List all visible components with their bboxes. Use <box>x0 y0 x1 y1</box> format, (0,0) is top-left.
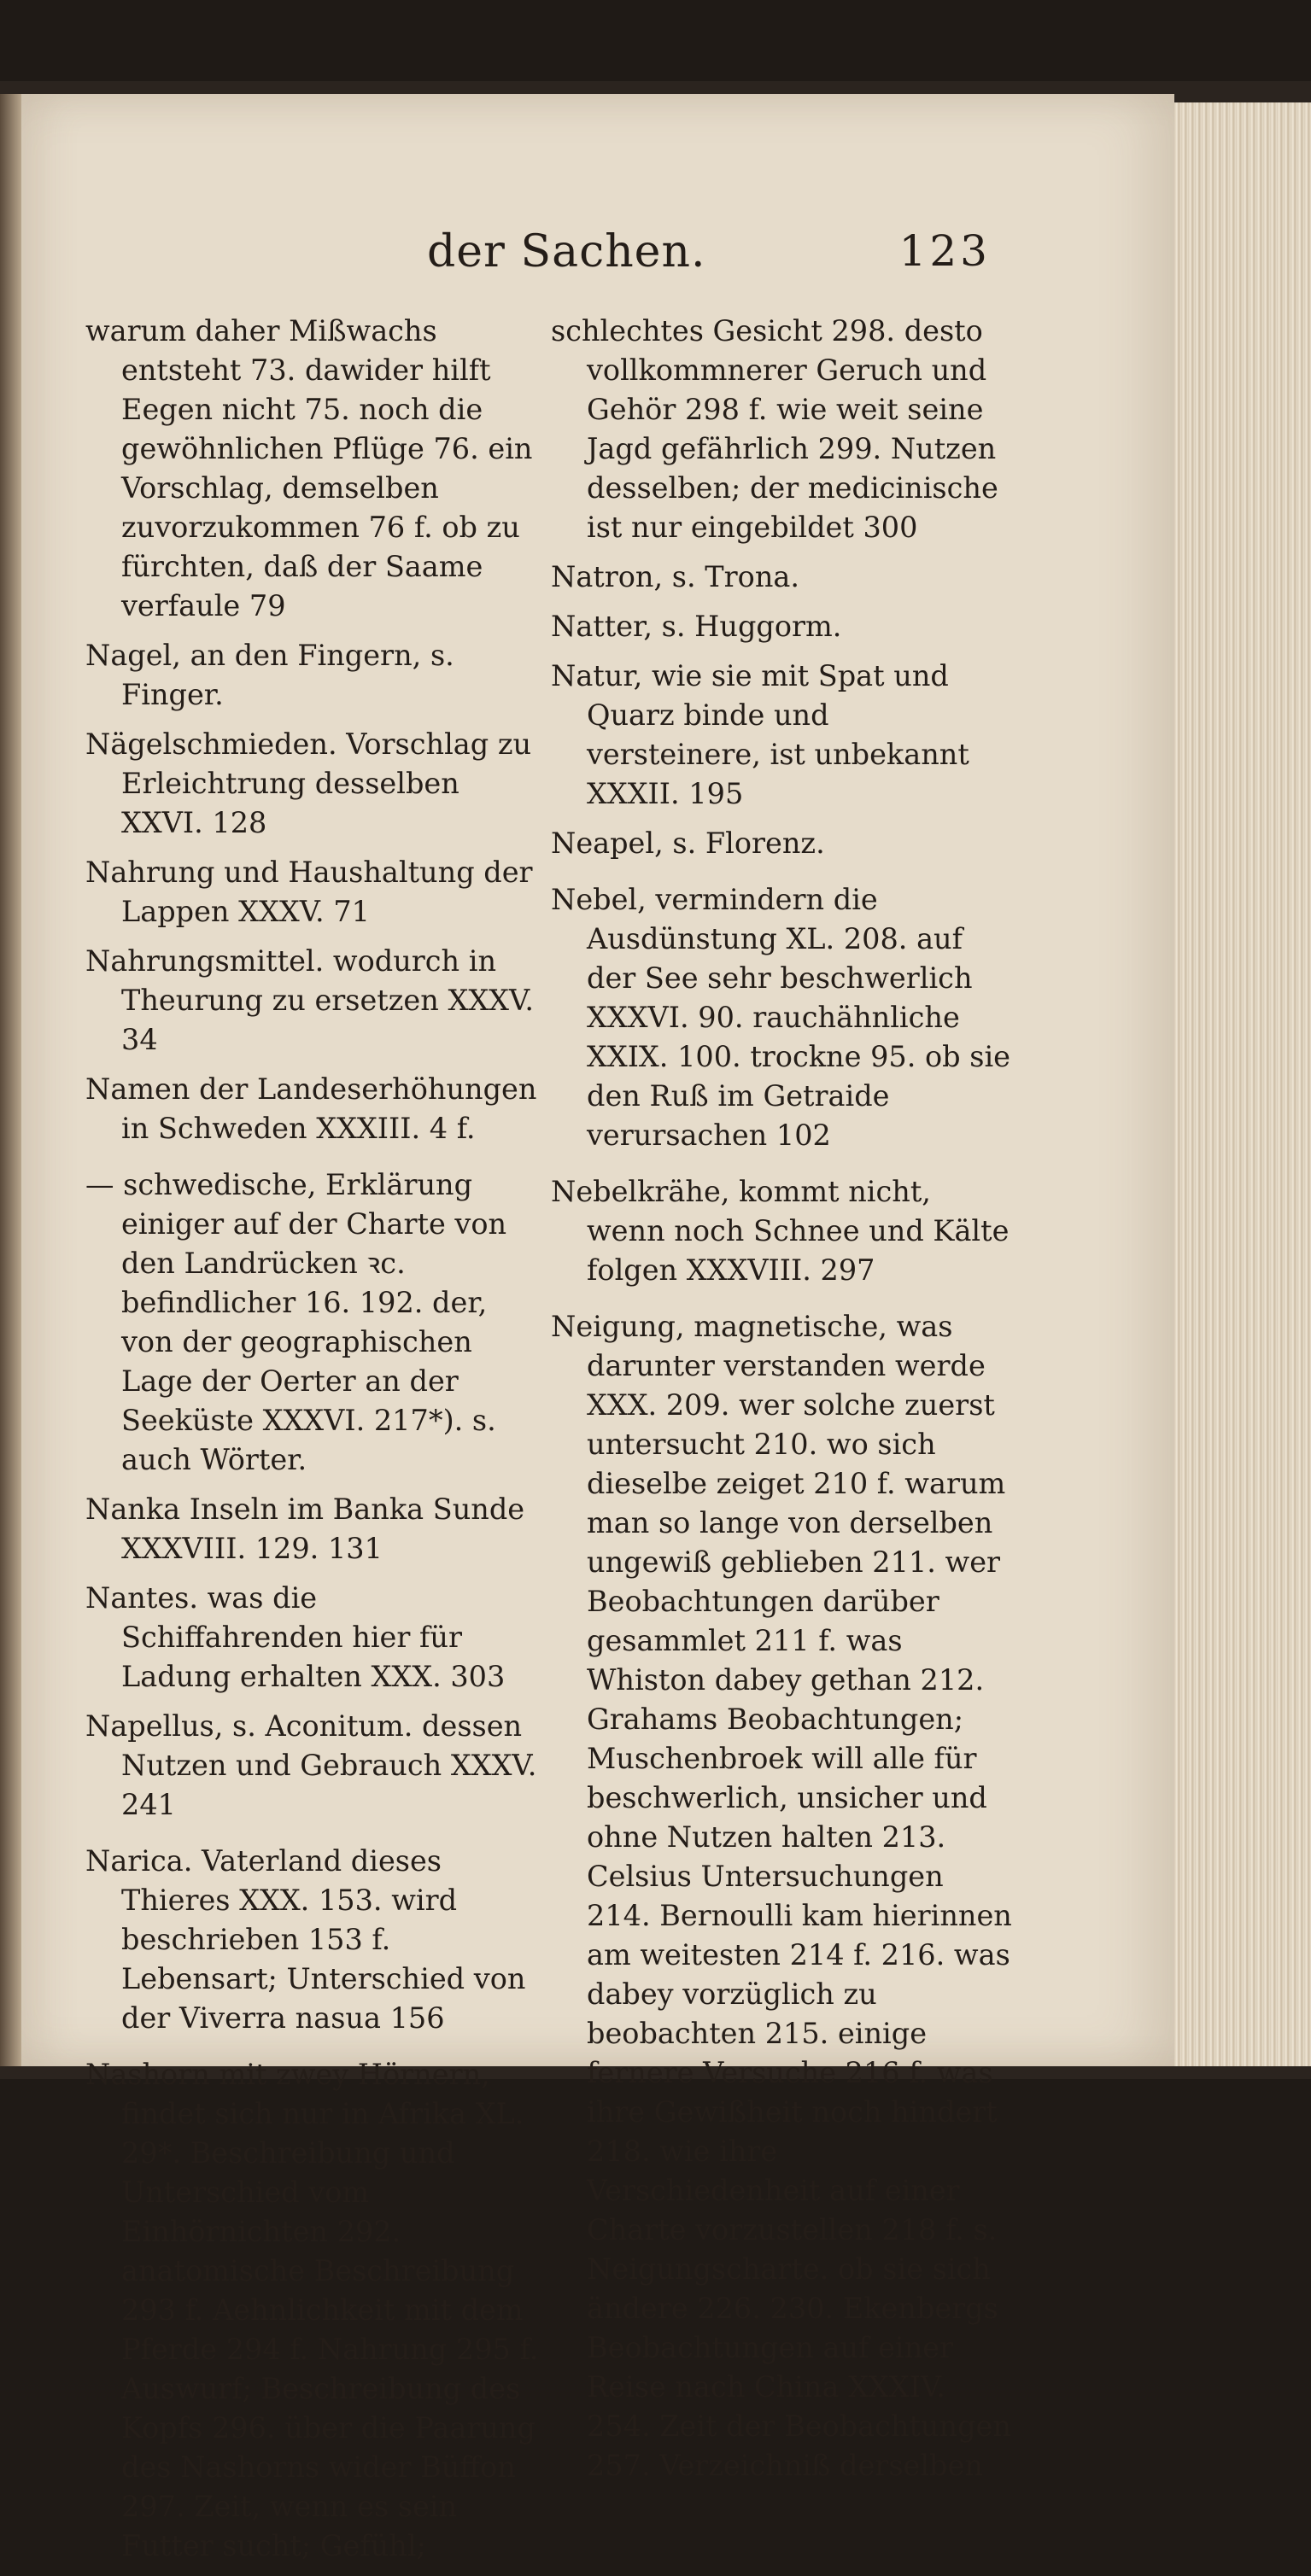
running-header <box>427 226 1025 286</box>
left-column <box>85 312 547 2576</box>
index-entry: Neapel, s. Florenz. <box>551 827 825 860</box>
facing-page-edge <box>0 94 21 2066</box>
index-entry: Namen der Landeserhöhungen in Schweden XXXIII. 4 f. <box>85 1072 537 1145</box>
index-entry: Nebel, vermindern die Ausdünstung XL. 208. auf der See sehr beschwerlich XXXVI. 90. rauchähnliche XXIX. 100. trockne 95. ob sie den Ruß im Getraide verursachen 102 <box>551 883 1010 1152</box>
index-entry: Nahrungsmittel. wodurch in Theurung zu ersetzen XXXV. 34 <box>85 944 535 1056</box>
index-entry: Natter, s. Huggorm. <box>551 610 842 643</box>
index-entry: schlechtes Gesicht 298. desto vollkommnerer Geruch und Gehör 298 f. wie weit seine Jagd gefährlich 299. Nutzen desselben; der medicinische ist nur eingebildet 300 <box>551 314 998 544</box>
index-entry: Natur, wie sie mit Spat und Quarz binde und versteinere, ist unbekannt XXXII. 195 <box>551 659 969 810</box>
page-edges <box>1174 102 1311 2066</box>
index-entry: Nägelschmieden. Vorschlag zu Erleichtrung desselben XXVI. 128 <box>85 727 532 839</box>
index-entry: warum daher Mißwachs entsteht 73. dawider hilft Eegen nicht 75. noch die gewöhnlichen Pflüge 76. ein Vorschlag, demselben zuvorzukommen 76 f. ob zu fürchten, daß der Saame verfaule 79 <box>85 314 533 622</box>
index-entry: Nanka Inseln im Banka Sunde XXXVIII. 129. 131 <box>85 1492 525 1565</box>
right-column <box>551 312 1012 2496</box>
index-entry: Nantes. was die Schiffahrenden hier für Ladung erhalten XXX. 303 <box>85 1581 506 1693</box>
index-entry: Nahrung und Haushaltung der Lappen XXXV. 71 <box>85 856 533 928</box>
running-title: der Sachen. <box>427 226 706 277</box>
index-entry: Napellus, s. Aconitum. dessen Nutzen und Gebrauch XXXV. 241 <box>85 1709 537 1821</box>
index-entry: Nashorn mit zwey Hörnern, findet sich nur in Afrika XL. 29*. Beschreibung und Unterschied vom Einhörnichten 292. anatomische Beschreibung 293 f. Aehnlichkeit mit dem Pferde 294 f. Nahrung 295 f. Auswurf; Beschreibung des Kopfs 296. über die Paarung des Nashorns wider Büffon 297. Zeit, wenn es sein Futter sucht; Gefühl; <box>85 2058 539 2562</box>
index-entry: Nebelkrähe, kommt nicht, wenn noch Schnee und Kälte folgen XXXVIII. 297 <box>551 1175 1010 1287</box>
index-entry: Neigung, magnetische, was darunter verstanden werde XXX. 209. wer solche zuerst untersucht 210. wo sich dieselbe zeiget 210 f. warum man so lange von derselben ungewiß geblieben 211. wer Beobachtungen darüber gesammlet 211 f. was Whiston dabey gethan 212. Grahams Beobachtungen; Muschenbroek will alle für beschwerlich, unsicher und ohne Nutzen halten 213. Celsius Untersuchungen 214. Bernoulli kam hierinnen am weitesten 214 f. 216. was dabey vorzüglich zu beobachten 215. einige fernere Versuche 216 f. was ihre Gewißheit noch hindert 218. wie ihre Verschiedenheit auf einer Charte vorzustellen 218 f. s. Neigungscharte. ob sie sich ändere 226. 230. Ekenbergs Beobachtungen auf einer Reise nach China XXXIV. 254. Zeit der Beobachtungen 257. Verzeichniß derselben <box>551 1310 1012 2482</box>
index-entry: — schwedische, Erklärung einiger auf der Charte von den Landrücken ꝛc. befindlicher 16. 192. der, von der geographischen Lage der Oerter an der Seeküste XXXVI. 217*). s. auch Wörter. <box>85 1168 507 1476</box>
page-number: 123 <box>898 226 991 276</box>
index-entry: Natron, s. Trona. <box>551 560 800 593</box>
index-entry: Nagel, an den Fingern, s. Finger. <box>85 639 454 711</box>
index-entry: Narica. Vaterland dieses Thieres XXX. 153. wird beschrieben 153 f. Lebensart; Unterschied von der Viverra nasua 156 <box>85 1844 526 2035</box>
